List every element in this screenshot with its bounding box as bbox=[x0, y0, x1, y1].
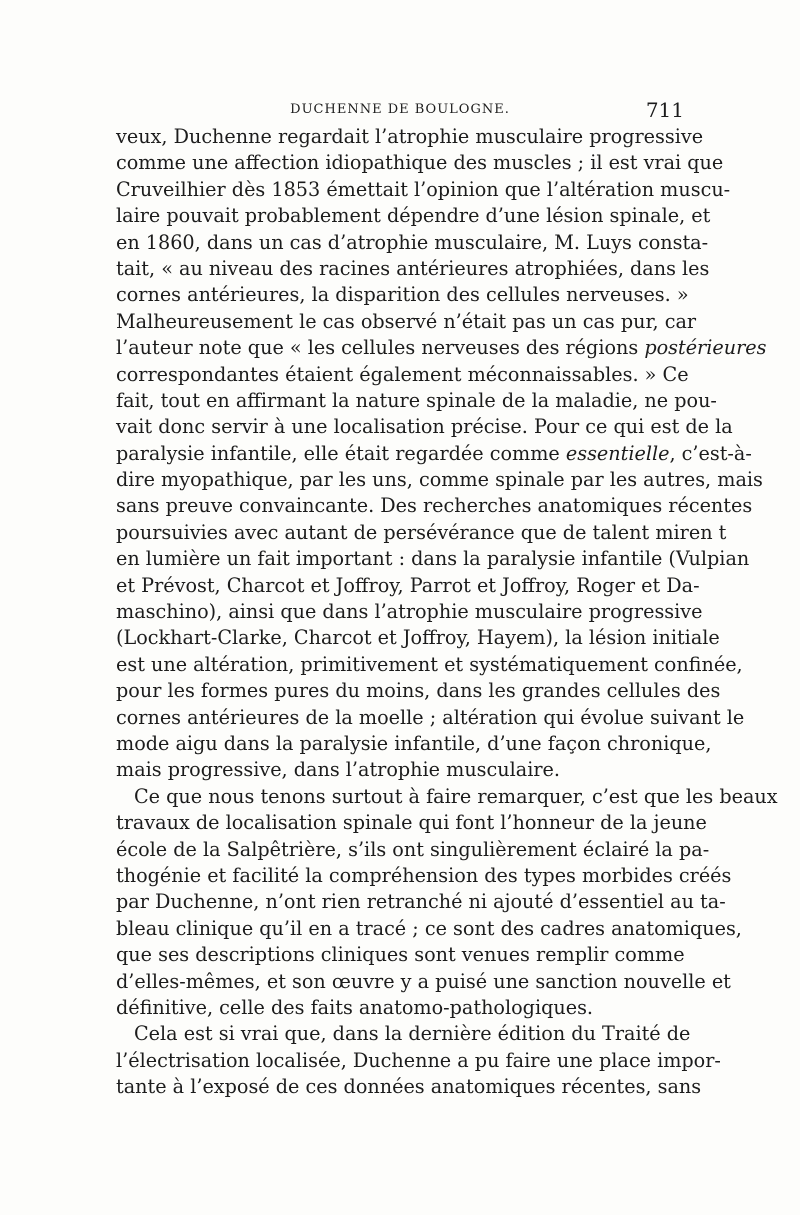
text-line: et Prévost, Charcot et Joffroy, Parrot et Joffroy, Roger et Da- bbox=[116, 573, 700, 597]
text-line: Cela est si vrai que, dans la dernière édition du Traité de bbox=[134, 1022, 691, 1046]
text-line: travaux de localisation spinale qui font l’honneur de la jeune bbox=[116, 811, 707, 835]
italic-term: postérieures bbox=[644, 336, 767, 360]
page-number: 711 bbox=[645, 98, 684, 122]
text-line: thogénie et facilité la compréhension des types morbides créés bbox=[116, 863, 732, 887]
text-line: que ses descriptions cliniques sont venues remplir comme bbox=[116, 943, 685, 967]
text-line: Ce que nous tenons surtout à faire remarquer, c’est que les beaux bbox=[134, 784, 778, 808]
text-line: Malheureusement le cas observé n’était pas un cas pur, car bbox=[116, 309, 697, 333]
text-line: maschino), ainsi que dans l’atrophie musculaire progressive bbox=[116, 600, 703, 624]
text-line: mais progressive, dans l’atrophie musculaire. bbox=[116, 758, 560, 782]
text-line bbox=[116, 335, 767, 361]
text-line: dire myopathique, par les uns, comme spinale par les autres, mais bbox=[116, 468, 763, 492]
text-line: cornes antérieures, la disparition des cellules nerveuses. » bbox=[116, 283, 689, 307]
text-line: pour les formes pures du moins, dans les grandes cellules des bbox=[116, 679, 721, 703]
text-line bbox=[116, 441, 752, 467]
text-line: définitive, celle des faits anatomo-pathologiques. bbox=[116, 995, 594, 1019]
text-segment: paralysie infantile, elle était regardée comme bbox=[116, 441, 566, 465]
text-line: (Lockhart-Clarke, Charcot et Joffroy, Hayem), la lésion initiale bbox=[116, 626, 720, 650]
text-line: veux, Duchenne regardait l’atrophie musculaire progressive bbox=[116, 125, 704, 148]
text-line: en lumière un fait important : dans la paralysie infantile (Vulpian bbox=[116, 547, 750, 571]
text-line: cornes antérieures de la moelle ; altération qui évolue suivant le bbox=[116, 705, 745, 729]
text-line: mode aigu dans la paralysie infantile, d’une façon chronique, bbox=[116, 731, 712, 755]
text-line: sans preuve convaincante. Des recherches anatomiques récentes bbox=[116, 494, 753, 518]
text-line: tante à l’exposé de ces données anatomiques récentes, sans bbox=[116, 1075, 702, 1099]
text-line: école de la Salpêtrière, s’ils ont singulièrement éclairé la pa- bbox=[116, 837, 710, 861]
text-line: l’électrisation localisée, Duchenne a pu faire une place impor- bbox=[116, 1048, 721, 1072]
text-line: par Duchenne, n’ont rien retranché ni ajouté d’essentiel au ta- bbox=[116, 890, 726, 914]
text-line: tait, « au niveau des racines antérieures atrophiées, dans les bbox=[116, 256, 710, 280]
text-line: d’elles-mêmes, et son œuvre y a puisé une sanction nouvelle et bbox=[116, 969, 731, 993]
text-line: fait, tout en affirmant la nature spinale de la maladie, ne pou- bbox=[116, 388, 717, 412]
italic-term: essentielle bbox=[565, 441, 670, 465]
text-segment: , c’est-à- bbox=[669, 441, 752, 465]
text-line: correspondantes étaient également méconnaissables. » Ce bbox=[116, 362, 689, 386]
body-text bbox=[116, 124, 778, 1100]
running-head: DUCHENNE DE BOULOGNE. bbox=[290, 102, 510, 117]
text-line: Cruveilhier dès 1853 émettait l’opinion que l’altération muscu- bbox=[116, 177, 731, 201]
text-line: laire pouvait probablement dépendre d’une lésion spinale, et bbox=[116, 204, 711, 228]
text-line: est une altération, primitivement et systématiquement confinée, bbox=[116, 652, 743, 676]
text-line: en 1860, dans un cas d’atrophie musculaire, M. Luys consta- bbox=[116, 230, 709, 254]
text-line: comme une affection idiopathique des muscles ; il est vrai que bbox=[116, 151, 724, 175]
text-line: poursuivies avec autant de persévérance que de talent miren t bbox=[116, 520, 727, 544]
text-line: bleau clinique qu’il en a tracé ; ce sont des cadres anatomiques, bbox=[116, 916, 742, 940]
page-header bbox=[116, 98, 684, 124]
text-line: vait donc servir à une localisation précise. Pour ce qui est de la bbox=[116, 415, 733, 439]
text-segment: l’auteur note que « les cellules nerveuses des régions bbox=[116, 336, 645, 360]
